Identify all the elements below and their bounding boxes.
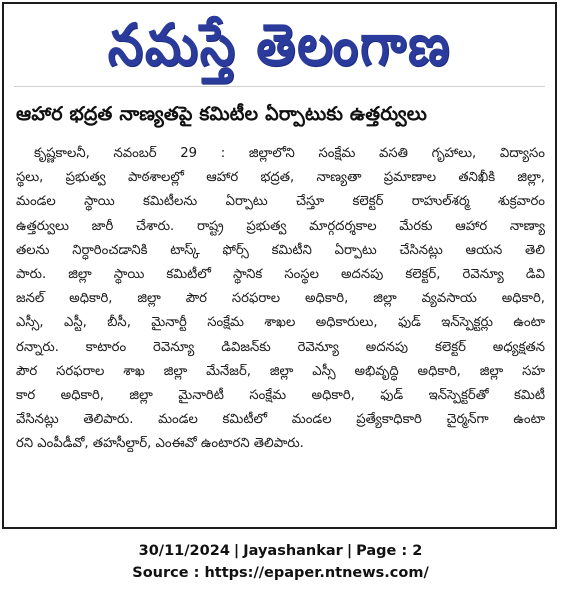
masthead-divider — [14, 86, 545, 87]
footer-source: Source : https://epaper.ntnews.com/ — [132, 565, 429, 581]
article-body — [16, 142, 545, 456]
article-line: మండల స్థాయి కమిటీలను ఏర్పాటు చేస్తూ కలెక్టర్ రాహుల్‌శర్మ శుక్రవారం — [16, 194, 545, 210]
article-line: కృష్ణకాలనీ, నవంబర్ 29 : జిల్లాలోని సంక్షేమ వసతి గృహాలు, విద్యాసం — [34, 146, 545, 161]
news-clipping — [2, 2, 557, 529]
article-line: పారు. జిల్లా స్థాయి కమిటీలో స్థానిక సంస్థల అదనపు కలెక్టర్, రెవెన్యూ డివి — [16, 266, 545, 282]
footer-page: Page : 2 — [356, 543, 423, 559]
article-line: రన్నారు. కాటారం రెవెన్యూ డివిజన్‌కు రెవెన్యూ అదనపు కలెక్టర్ అధ్యక్షతన — [16, 339, 545, 355]
clipping-footer — [0, 540, 561, 584]
article-line: వేసినట్లు తెలిపారు. మండల కమిటీలో మండల ప్రత్యేకాధికారి చైర్మన్‌గా ఉంటా — [16, 412, 545, 428]
article-line: స్థలు, ప్రభుత్వ పాఠశాలల్లో ఆహార భద్రత, నాణ్యతా ప్రమాణాల తనిఖీకి జిల్లా, — [16, 170, 545, 186]
article-line: రని ఎంపీడీవో, తహసీల్దార్, ఎంఈవో ఉంటారని తెలిపారు. — [16, 436, 304, 452]
masthead — [4, 4, 555, 86]
footer-separator: | — [233, 543, 240, 559]
article-line: తలను నిర్ధారించడానికి టాస్క్ ఫోర్స్ కమిటీని ఏర్పాటు చేసినట్లు ఆయన తెలి — [16, 242, 545, 258]
article-line: ఉత్తర్వులు జారీ చేశారు. రాష్ట్ర ప్రభుత్వ మార్గదర్శకాల మేరకు ఆహార నాణ్యా — [16, 218, 545, 234]
article-line: జనల్ అధికారి, జిల్లా పౌర సరఫరాల అధికారి, జిల్లా వ్యవసాయ అధికారి, — [16, 291, 545, 307]
article-line: పౌర సరఫరాల శాఖ జిల్లా మేనేజర్, జిల్లా ఎస్సీ అభివృద్ధి అధికారి, జిల్లా సహ — [16, 363, 545, 379]
newspaper-logo: నమస్తే తెలంగాణ — [107, 11, 452, 79]
article-headline: ఆహార భద్రత నాణ్యతపై కమిటీల ఏర్పాటుకు ఉత్తర్వులు — [16, 103, 428, 125]
article-line: కార అధికారి, జిల్లా మైనారిటీ సంక్షేమ అధికారి, ఫుడ్ ఇన్‌స్పెక్టర్‌తో కమిటీ — [16, 387, 545, 403]
footer-separator: | — [346, 543, 353, 559]
footer-edition: Jayashankar — [243, 543, 343, 559]
article-line: ఎస్సీ, ఎస్టీ, బీసీ, మైనార్టీ సంక్షేమ శాఖల అధికారులు, ఫుడ్ ఇన్‌స్పెక్టర్లు ఉంటా — [16, 315, 545, 331]
footer-date: 30/11/2024 — [138, 543, 230, 559]
footer-meta — [0, 540, 561, 562]
